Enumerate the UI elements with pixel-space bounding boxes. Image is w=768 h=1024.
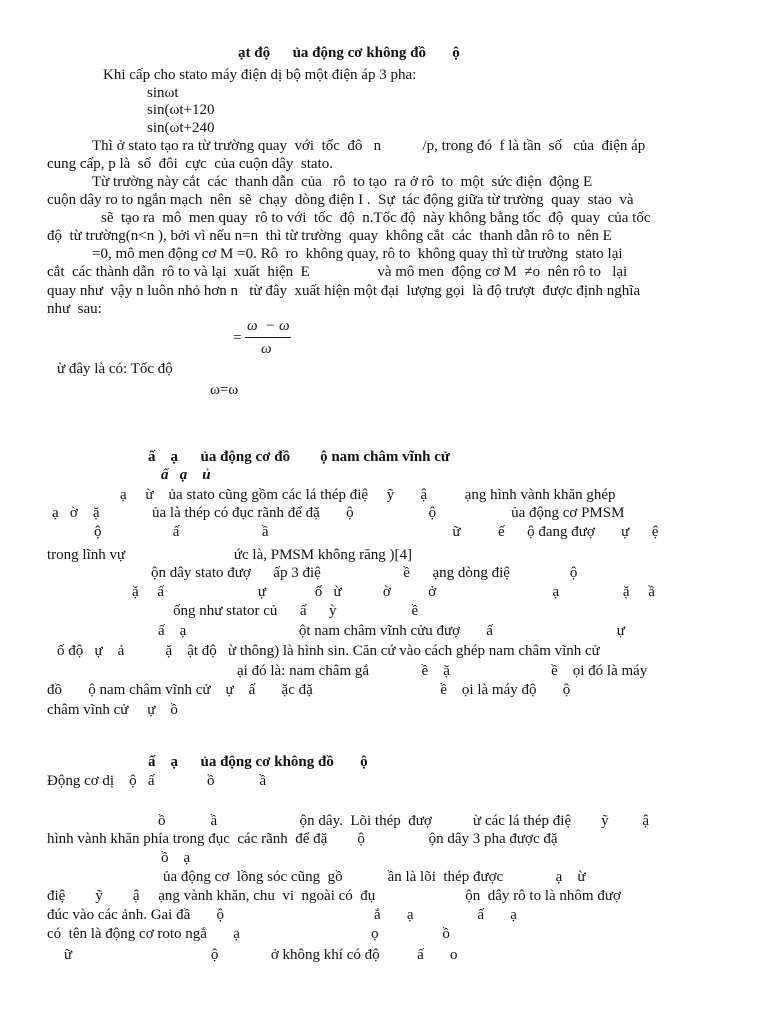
paragraph-line: châm vĩnh cử ự ồ bbox=[47, 702, 178, 718]
paragraph-line: trong lĩnh vự ức là, PMSM không răng )[4] bbox=[47, 547, 412, 563]
paragraph-line: ủa động cơ lồng sóc cũng gồ ần là lõi thép được ạ ừ bbox=[163, 869, 586, 885]
paragraph-line: độ từ trường(n<n ), bởi vì nếu n=n thì từ trường quay không cắt các thanh dẫn rô to nên E bbox=[47, 228, 612, 244]
paragraph-line: ặ ấ ự ố ừ ờ ở ạ ặ ầ bbox=[132, 584, 655, 600]
speed-formula: ω=ω bbox=[210, 382, 239, 398]
section-1-title: ạt độ ủa động cơ không đồ ộ bbox=[238, 45, 460, 61]
paragraph-line: có tên là động cơ roto ngắ ạ ọ ồ bbox=[47, 926, 450, 942]
paragraph-line: ộn dây stato đượ ấp 3 điệ ề ạng dòng điệ ộ bbox=[151, 565, 578, 581]
paragraph-line: Từ trường này cắt các thanh dẫn của rô to tạo ra ở rô to một sức điện động E bbox=[92, 174, 593, 190]
paragraph-line: =0, mô men động cơ M =0. Rô ro không quay, rô to không quay thì từ trường stato lại bbox=[92, 246, 623, 262]
section-2-title: ấ ạ ủa động cơ đồ ộ nam châm vĩnh cử bbox=[148, 449, 450, 465]
paragraph-line: đúc vào các ảnh. Gai đầ ộ ắ ạ ấ ạ bbox=[47, 907, 517, 923]
formula-denominator: ω bbox=[261, 341, 272, 357]
paragraph-line: quay như vậy n luôn nhỏ hơn n từ đây xuất hiện một đại lượng gọi là độ trượt được định nghĩa bbox=[47, 283, 641, 299]
phase-voltage-line: sinωt bbox=[147, 85, 179, 101]
phase-voltage-line: sin(ωt+240 bbox=[147, 120, 215, 136]
paragraph-line: như sau: bbox=[47, 301, 102, 317]
paragraph-line: ạ ừ ủa stato cũng gồm các lá thép điệ ỹ ậ ạng hình vành khăn ghép bbox=[120, 487, 616, 503]
paragraph-line: sẽ tạo ra mô men quay rô to với tốc độ n.Tốc độ này không bằng tốc độ quay của tốc bbox=[101, 210, 651, 226]
paragraph-line: ừ đây là có: Tốc độ bbox=[57, 361, 173, 377]
paragraph-line: ại đó là: nam châm gắ ề ặ ề ọi đó là máy bbox=[237, 663, 648, 679]
paragraph-line: hình vành khăn phía trong đục các rãnh để đặ ộ ộn dây 3 pha được đặ bbox=[47, 831, 558, 847]
paragraph-line: ống như stator củ ấ ỳ ề bbox=[173, 603, 419, 619]
paragraph-line: đồ ộ nam châm vĩnh cử ự ấ ặc đặ ề ọi là máy độ ộ bbox=[47, 682, 571, 698]
paragraph-line: Động cơ dị ộ ấ ồ ầ bbox=[47, 773, 267, 789]
formula-numerator: ω − ω bbox=[247, 318, 290, 334]
paragraph-line: điệ ỹ ậ ạng vành khăn, chu vi ngoài có đụ ộn dây rô to là nhôm đượ bbox=[47, 888, 621, 904]
paragraph-line: ộ ấ ầ ữ ế ộ đang đượ ự ệ bbox=[94, 524, 659, 540]
paragraph-line: cung cấp, p là số đôi cực của cuộn dây stato. bbox=[47, 156, 333, 172]
paragraph-line: ữ ộ ở không khí có độ ấ o bbox=[64, 947, 458, 963]
paragraph-line: cuộn dây ro to ngắn mạch nên sẽ chạy dòng điện I . Sự tác động giữa từ trường quay stao và bbox=[47, 192, 634, 208]
paragraph-line: ấ ạ ột nam châm vĩnh cửu đượ ấ ự bbox=[158, 623, 625, 639]
paragraph-line: ồ ạ bbox=[161, 850, 191, 866]
paragraph-line: Khi cấp cho stato máy điện dị bộ một điện áp 3 pha: bbox=[103, 67, 417, 83]
paragraph-line: ồ ầ ộn dây. Lõi thép đượ ừ các lá thép điệ ỹ ậ bbox=[158, 813, 650, 829]
paragraph-line: Thì ở stato tạo ra từ trường quay với tốc đô n /p, trong đó f là tần số của điện áp bbox=[92, 138, 646, 154]
fraction-bar bbox=[245, 337, 291, 338]
paragraph-line: ạ ờ ặ ủa là thép có đục rãnh để đặ ộ ộ ủa động cơ PMSM bbox=[52, 505, 625, 521]
formula-equals: = bbox=[233, 330, 242, 346]
section-2-subtitle: ấ ạ ủ bbox=[161, 467, 211, 483]
section-3-title: ấ ạ ủa động cơ không đồ ộ bbox=[148, 754, 368, 770]
phase-voltage-line: sin(ωt+120 bbox=[147, 102, 215, 118]
paragraph-line: cắt các thành dẫn rô to và lại xuất hiện E và mô men động cơ M ≠o nên rô to lại bbox=[47, 264, 628, 280]
paragraph-line: ố độ ự ả ặ ật độ ừ thông) là hình sin. Căn cứ vào cách ghép nam châm vĩnh cử bbox=[57, 643, 600, 659]
